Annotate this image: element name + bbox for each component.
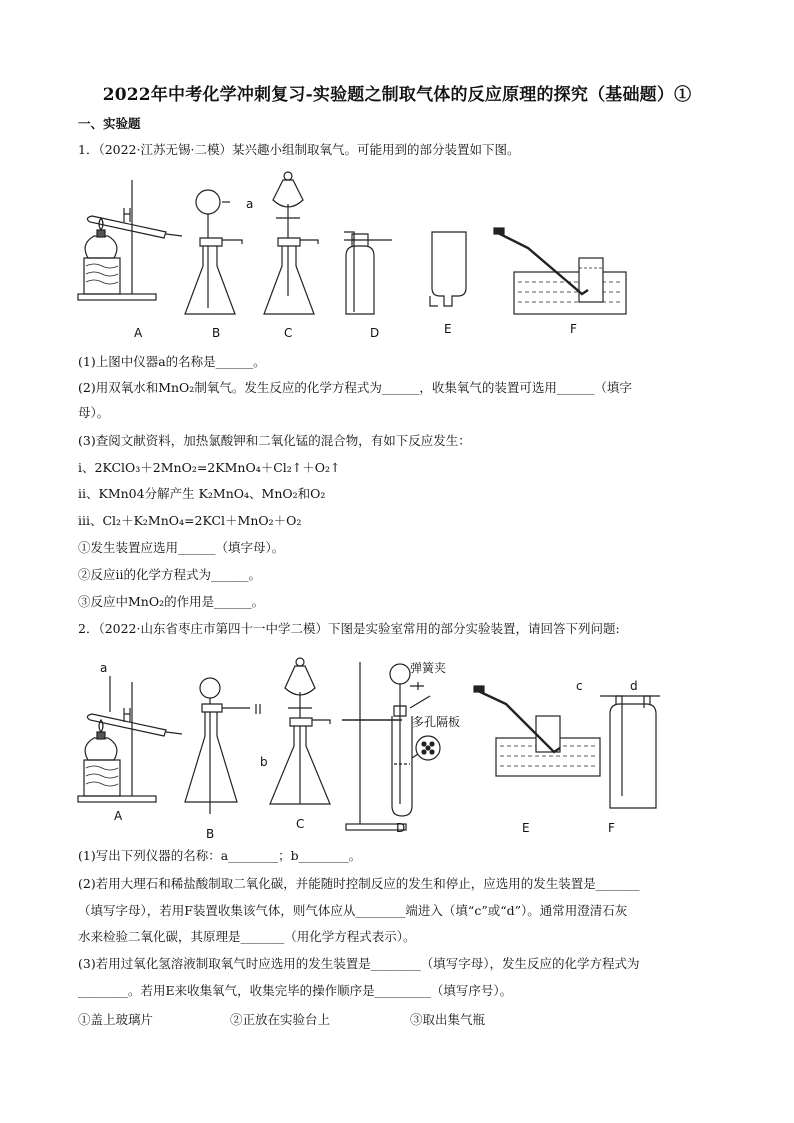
q2-option-3: ③取出集气瓶	[410, 1012, 486, 1027]
q2-fig-label-spring-clip: 弹簧夹	[410, 661, 447, 675]
q2-fig-label: E	[522, 821, 530, 835]
q2-part2-line1: (2)若用大理石和稀盐酸制取二氧化碳，并能随时控制反应的发生和停止，应选用的发生装置是_______	[78, 876, 640, 891]
q2-fig-label: D	[396, 821, 406, 835]
q2-option-1: ①盖上玻璃片	[78, 1012, 154, 1027]
q1-part1: (1)上图中仪器a的名称是______。	[78, 354, 266, 369]
apparatus-d-bottle-icon	[344, 232, 392, 314]
apparatus-c-flask-icon	[264, 172, 318, 314]
q2-fig-label: A	[114, 809, 123, 823]
q1-sub-2: ②反应ii的化学方程式为______。	[78, 567, 261, 582]
q1-fig-label: D	[370, 326, 380, 340]
q2-fig-label-a: a	[100, 661, 108, 675]
apparatus-a-heating-icon	[78, 180, 182, 300]
page-title: 2022年中考化学冲刺复习-实验题之制取气体的反应原理的探究（基础题）①	[102, 85, 692, 105]
q2-part2-line3: 水来检验二氧化碳，其原理是_______（用化学方程式表示）。	[78, 929, 416, 944]
q2-stem: 2．（2022·山东省枣庄市第四十一中学二模）下图是实验室常用的部分实验装置，请回答下列问题:	[78, 621, 620, 636]
q1-apparatus-figure	[70, 168, 650, 343]
q1-fig-label: A	[134, 326, 143, 340]
q2-part2-line2: （填写字母），若用F装置收集该气体，则气体应从________端进入（填“c”或“d”）。通常用澄清石灰	[78, 903, 628, 918]
q2-fig-label: C	[296, 817, 305, 831]
q1-reaction-2: ii、KMn04分解产生 K₂MnO₄、MnO₂和O₂	[78, 486, 326, 501]
q1-fig-label: C	[284, 326, 293, 340]
q2-fig-label-porous-plate: 多孔隔板	[412, 715, 461, 729]
q1-fig-label-a: a	[246, 197, 254, 211]
q1-part2-line1: (2)用双氧水和MnO₂制氧气。发生反应的化学方程式为______，收集氧气的装置可选用______（填字	[78, 380, 632, 395]
q2-part3-line2: ________。若用E来收集氧气，收集完毕的操作顺序是_________（填写序号）。	[78, 983, 513, 998]
q2-fig-label: F	[608, 821, 615, 835]
apparatus-d-kipp-icon	[342, 662, 440, 830]
apparatus-b-flask-icon	[185, 190, 242, 314]
apparatus-f-bottle-icon	[600, 696, 660, 808]
q1-fig-label: E	[444, 322, 452, 336]
apparatus-a-heating-icon	[78, 676, 182, 802]
q1-sub-1: ①发生装置应选用______（填字母）。	[78, 540, 285, 555]
q2-part3-line1: (3)若用过氧化氢溶液制取氧气时应选用的发生装置是________（填写字母），发生反应的化学方程式为	[78, 956, 640, 971]
apparatus-c-flask-icon	[270, 658, 330, 804]
q1-part3: (3)查阅文献资料，加热氯酸钾和二氧化锰的混合物，有如下反应发生：	[78, 433, 471, 448]
q2-part1: (1)写出下列仪器的名称：a________；b________。	[78, 848, 362, 863]
apparatus-e-trough-icon	[474, 686, 600, 776]
apparatus-e-bottle-icon	[430, 232, 466, 306]
q1-part2-line2: 母）。	[78, 405, 110, 420]
q2-fig-label-d: d	[630, 679, 638, 693]
q1-reaction-3: iii、Cl₂＋K₂MnO₄=2KCl＋MnO₂＋O₂	[78, 513, 302, 528]
q2-fig-label-c: c	[576, 679, 583, 693]
apparatus-f-trough-icon	[494, 228, 626, 314]
q2-fig-label: B	[206, 827, 215, 841]
apparatus-b-flask-icon	[185, 678, 260, 814]
q1-fig-label: F	[570, 322, 577, 336]
q1-fig-label: B	[212, 326, 221, 340]
q1-stem: 1．（2022·江苏无锡·二模）某兴趣小组制取氧气。可能用到的部分装置如下图。	[78, 142, 520, 157]
q1-sub-3: ③反应中MnO₂的作用是______。	[78, 594, 265, 609]
q2-option-2: ②正放在实验台上	[230, 1012, 331, 1027]
q1-reaction-1: i、2KClO₃＋2MnO₂=2KMnO₄＋Cl₂↑＋O₂↑	[78, 460, 341, 475]
section-heading: 一、实验题	[78, 116, 141, 131]
q2-fig-label-b: b	[260, 755, 268, 769]
q2-apparatus-figure	[70, 654, 660, 844]
